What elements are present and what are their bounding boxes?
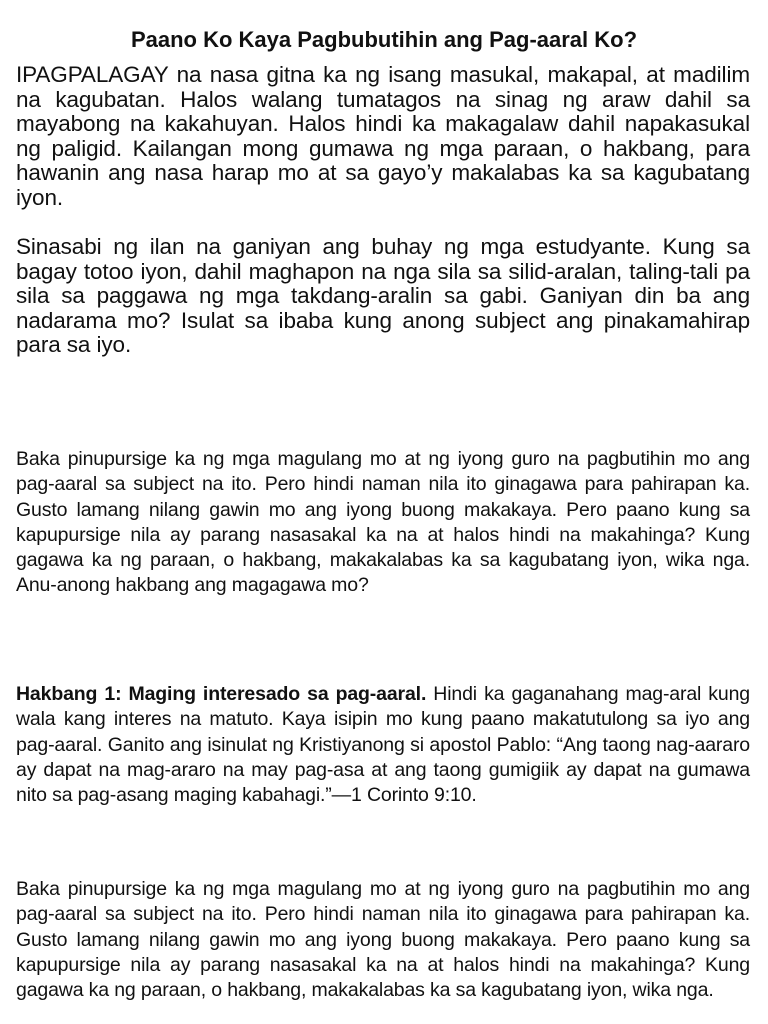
pressure-paragraph: Baka pinupursige ka ng mga magulang mo at ng iyong guro na pagbutihin mo ang pag-aaral sa subject na ito. Pero hindi naman nila ito ginagawa para pahirapan ka. Gusto lamang nilang gawin mo ang iyong buong makakaya. Pero paano kung sa kapupursige nila ay parang nasasakal ka na at halos hindi na makahinga? Kung gagawa ka ng paraan, o hakbang, makakalabas ka sa kagubatang iyon, wika nga. Anu-anong hakbang ang magagawa mo?: [16, 448, 750, 597]
step-1-heading: Hakbang 1: Maging interesado sa pag-aaral.: [16, 683, 427, 705]
step-1-body: Hindi ka gaganahang mag-aral kung wala kang interes na matuto. Kaya isipin mo kung paano makatutulong sa iyo ang pag-aaral. Ganito ang isinulat ng Kristiyanong si apostol Pablo: “Ang taong nag-aararo ay dapat na mag-araro na may pag-asa at ang taong gumigiik ay dapat na gumawa nito sa pag-asang maging kabahagi.”—1 Corinto 9:10.: [16, 683, 750, 807]
students-paragraph: Sinasabi ng ilan na ganiyan ang buhay ng mga estudyante. Kung sa bagay totoo iyon, dahil maghapon na nga sila sa silid-aralan, taling-tali pa sila sa paggawa ng mga takdang-aralin sa gabi. Ganiyan din ba ang nadarama mo? Isulat sa ibaba kung anong subject ang pinakamahirap para sa iyo.: [16, 234, 750, 357]
repeated-pressure-paragraph: Baka pinupursige ka ng mga magulang mo at ng iyong guro na pagbutihin mo ang pag-aaral sa subject na ito. Pero hindi naman nila ito ginagawa para pahirapan ka. Gusto lamang nilang gawin mo ang iyong buong makakaya. Pero paano kung sa kapupursige nila ay parang nasasakal ka na at halos hindi na makahinga? Kung gagawa ka ng paraan, o hakbang, makakalabas ka sa kagubatang iyon, wika nga.: [16, 878, 750, 1002]
document-title: Paano Ko Kaya Pagbubutihin ang Pag-aaral Ko?: [130, 27, 638, 52]
intro-paragraph: IPAGPALAGAY na nasa gitna ka ng isang masukal, makapal, at madilim na kagubatan. Halos walang tumatagos na sinag ng araw dahil sa mayabong na kakahuyan. Halos hindi ka makagalaw dahil napakasukal ng paligid. Kailangan mong gumawa ng mga paraan, o hakbang, para hawanin ang nasa harap mo at sa gayo’y makalabas ka sa kagubatang iyon.: [16, 62, 750, 210]
step-1-paragraph: [16, 682, 750, 808]
